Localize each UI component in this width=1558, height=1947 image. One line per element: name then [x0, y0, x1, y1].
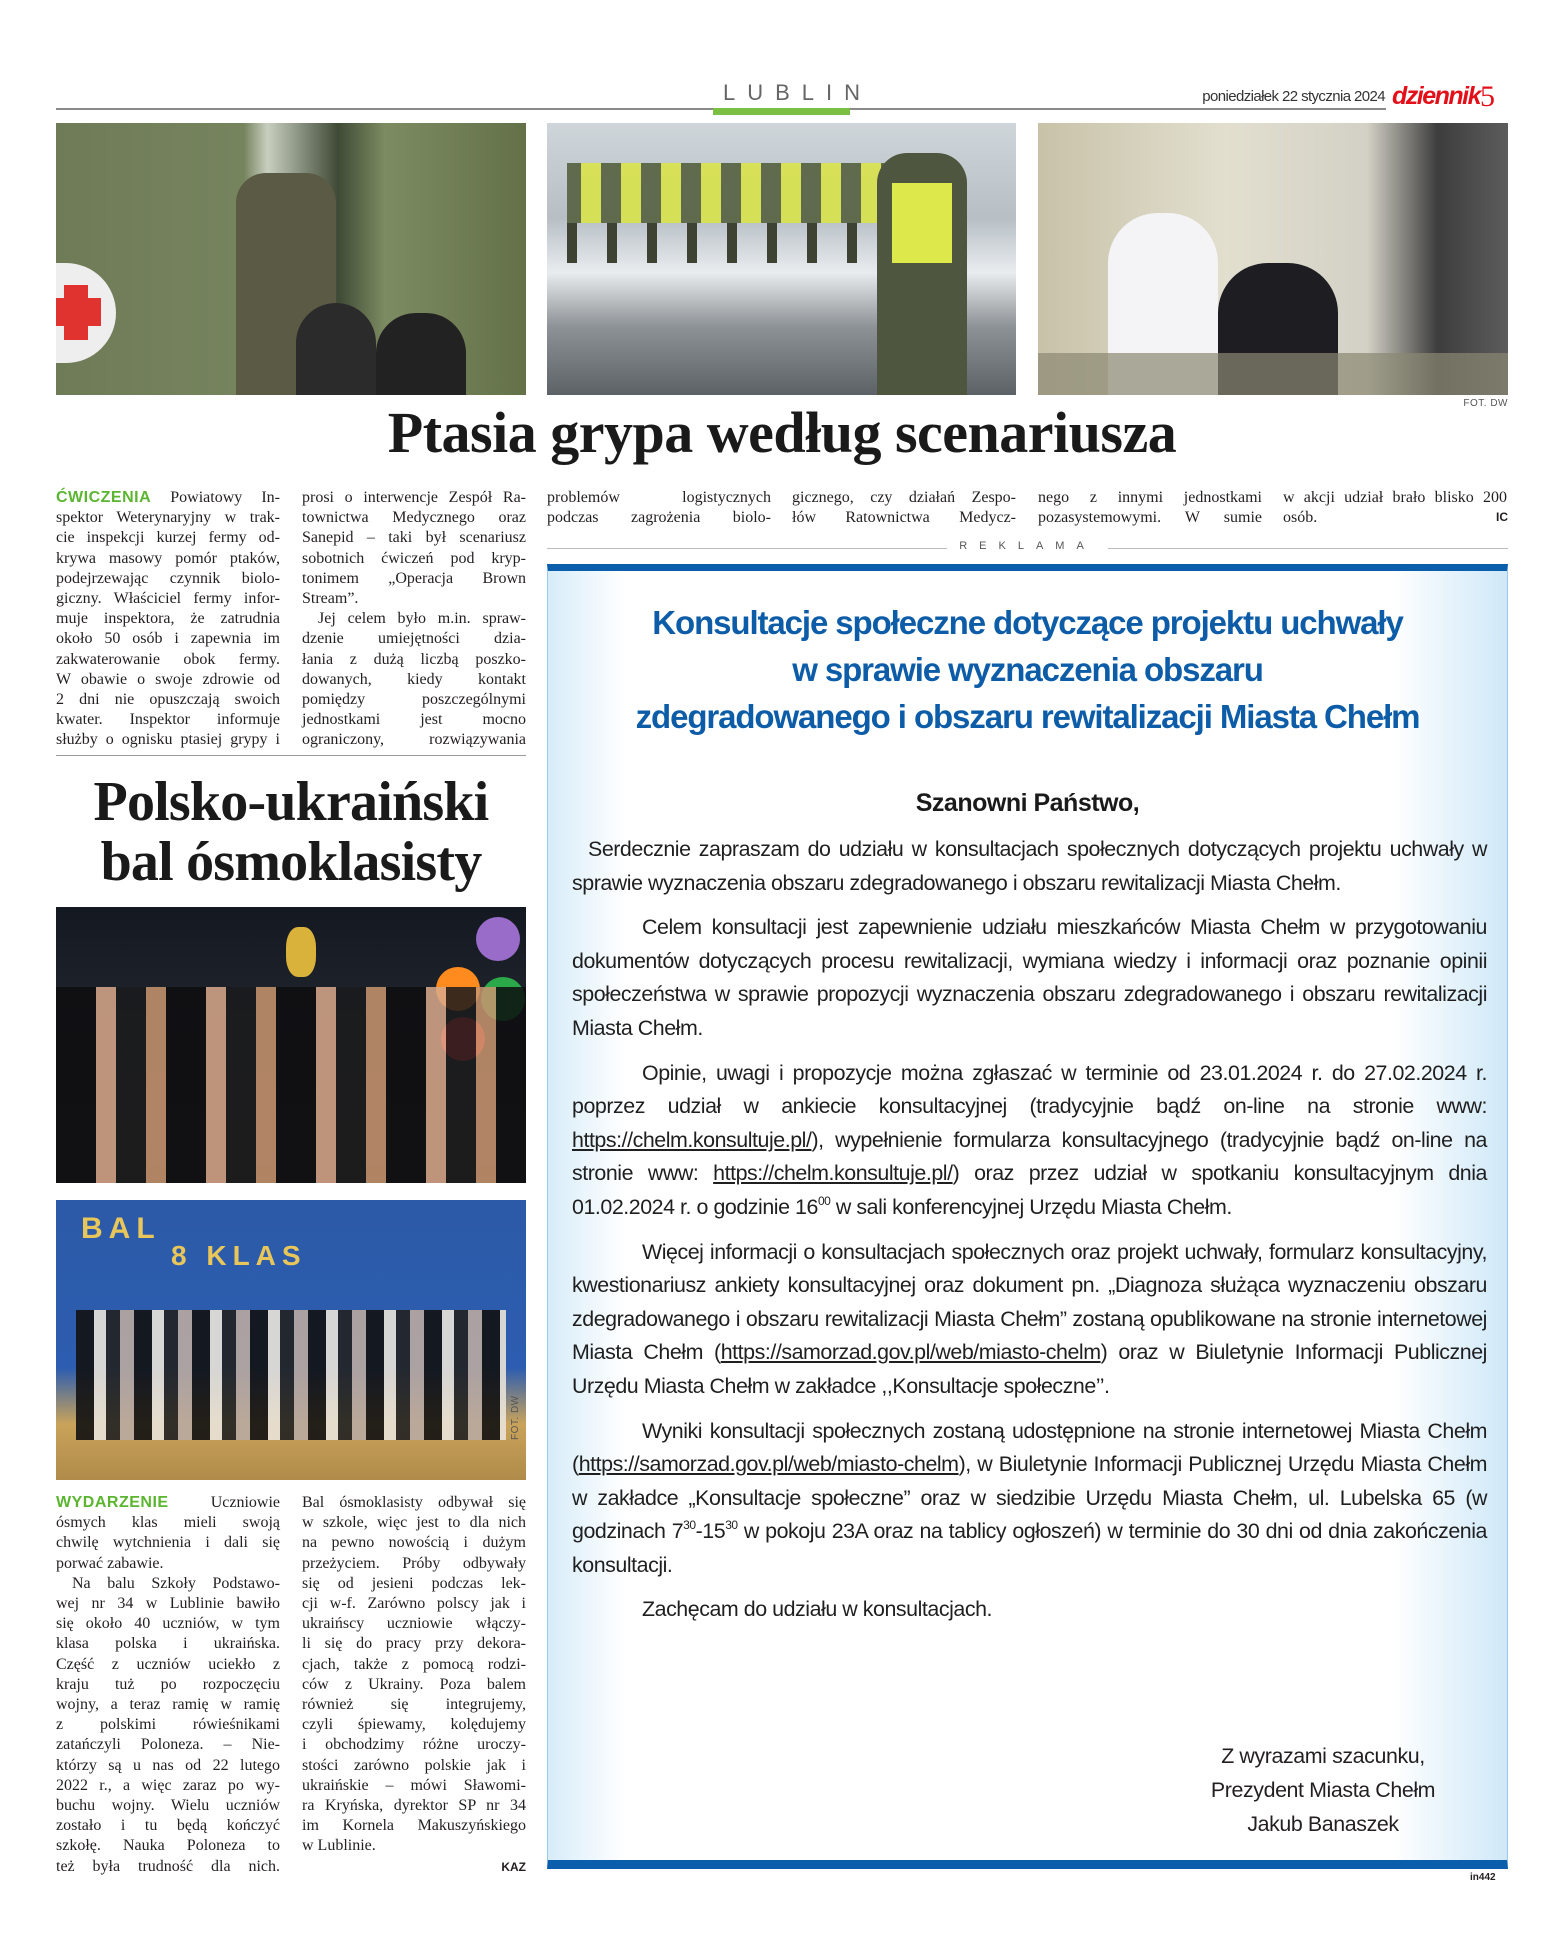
photo-casualties-corridor — [1038, 123, 1508, 395]
text-line — [56, 650, 280, 670]
text-line — [56, 670, 280, 690]
text-line-content: 2022 r., a więc zaraz po wy- — [56, 1776, 280, 1794]
ad-text: Wyniki konsultacji społecznych zostaną udostępnione na stronie internetowej Miasta Chełm ( — [572, 1418, 1487, 1477]
ad-link[interactable]: https://samorzad.gov.pl/web/miasto-chelm — [578, 1452, 959, 1477]
text-line — [302, 569, 526, 589]
text-line-content: giczny. Właściciel fermy infor- — [56, 590, 280, 608]
text-line — [302, 488, 526, 508]
text-line-content: też była trudność dla nich. — [56, 1857, 280, 1875]
photo-balloon-lettering: 8 KLAS — [171, 1240, 307, 1271]
text-line — [302, 1756, 526, 1776]
text-line-content: łów Ratownictwa Medycz- — [792, 509, 1016, 527]
newspaper-logo: dziennik — [1392, 82, 1481, 110]
time-superscript: 00 — [817, 1193, 831, 1208]
text-line-content: dowanych, kiedy kontakt — [302, 670, 526, 688]
text-line-content: cjach, także z pomocą rodzi- — [302, 1655, 526, 1673]
text-line-content: na pewno nowością i dużym — [302, 1534, 526, 1552]
text-line-content: li się do pracy przy dekora- — [302, 1635, 526, 1653]
text-line — [56, 1715, 280, 1735]
text-line-content: wojny, a teraz ramię w ramię — [56, 1696, 280, 1714]
text-line — [56, 589, 280, 609]
text-line-content: ósmych klas mieli swoją — [56, 1514, 280, 1532]
article-kicker: ĆWICZENIA — [56, 489, 152, 506]
text-line — [56, 488, 280, 508]
text-line-content: pozasystemowymi. W sumie — [1038, 509, 1262, 527]
signature-line: Z wyrazami szacunku, — [1221, 1744, 1425, 1768]
text-line-content: się około 40 uczniów, w tym — [56, 1615, 280, 1633]
advertisement-box — [547, 564, 1508, 1869]
ad-title-line: Konsultacje społeczne dotyczące projektu uchwały — [652, 604, 1403, 641]
text-line-content: stości zarówno polskie jak i — [302, 1756, 526, 1774]
text-line — [1038, 508, 1262, 528]
text-line-content: szkołę. Nauka Poloneza to — [56, 1837, 280, 1855]
text-line — [302, 508, 526, 528]
text-line — [56, 1776, 280, 1796]
text-line — [302, 1554, 526, 1574]
text-line-content: chwilę wytchnienia i dali się — [56, 1534, 280, 1552]
text-line — [56, 1735, 280, 1755]
text-line-content: podejrzewając czynnik biolo- — [56, 569, 280, 587]
photo-balloon-lettering: BAL — [81, 1212, 161, 1245]
text-line-content: jednostkami jest mocno — [302, 711, 526, 729]
text-line-content: w Lublinie. — [302, 1837, 376, 1855]
article-headline: Ptasia grypa według scenariusza — [387, 400, 1177, 465]
text-line-content: ograniczony, rozwiązywania — [302, 731, 526, 749]
text-line — [56, 1816, 280, 1836]
text-line-content: którzy są u nas od 22 lutego — [56, 1756, 280, 1774]
photo-soldiers-formation — [547, 123, 1016, 395]
text-line — [302, 730, 526, 750]
text-line-content: krywa masowy pomór ptaków, — [56, 549, 280, 567]
text-line — [302, 1513, 526, 1533]
text-line-content: pomiędzy poszczególnymi — [302, 691, 526, 709]
text-line — [56, 528, 280, 548]
text-line — [56, 730, 280, 750]
text-line-content: porwać zabawie. — [56, 1554, 164, 1572]
text-line-content: Powiatowy In- — [170, 489, 280, 506]
text-line-content: townictwa Medycznego oraz — [302, 509, 526, 527]
ad-text: ) oraz przez udział w spotkaniu konsultacyjnym dnia 01.02.2024 r. o godzinie 16 — [572, 1161, 1488, 1219]
ad-title — [548, 599, 1507, 740]
text-line — [1283, 488, 1507, 508]
page-number: 5 — [1480, 80, 1495, 113]
text-line-content: łania z dużą liczbą poszko- — [302, 650, 526, 668]
article-column-3 — [547, 488, 771, 528]
text-line-content: czyli śpiewamy, kolędujemy — [302, 1716, 526, 1734]
text-line — [302, 1695, 526, 1715]
text-line — [56, 629, 280, 649]
ad-paragraph — [572, 1415, 1487, 1583]
photo-students-ball — [56, 907, 526, 1183]
article-column-2 — [302, 488, 526, 751]
text-line — [302, 1614, 526, 1634]
article-column-1 — [56, 488, 280, 751]
text-line-content: kraju tuż po rozpoczęciu — [56, 1675, 280, 1693]
text-line-content: prosi o interwencje Zespół Ra- — [302, 489, 526, 506]
text-line-content: z polskimi rówieśnikami — [56, 1716, 280, 1734]
text-line-content: zakwaterowanie obok fermy. — [56, 650, 280, 668]
text-line-content: im Kornela Makuszyńskiego — [302, 1817, 526, 1835]
text-line-content: spektor Weterynaryjny w trak- — [56, 509, 280, 527]
text-line-content: i obchodzimy różne uroczy- — [302, 1736, 526, 1754]
photo-credit: FOT. DW — [1463, 398, 1508, 409]
article-column-2 — [302, 1493, 526, 1857]
text-line — [302, 1796, 526, 1816]
article-column-4 — [792, 488, 1016, 528]
author-signature: IC — [1496, 510, 1508, 524]
text-line-content: przeżyciem. Próby odbywały — [302, 1554, 526, 1572]
text-line-content: Sanepid – taki był scenariusz — [302, 529, 526, 547]
ad-text: Więcej informacji o konsultacjach społecznych oraz projekt uchwały, formularz konsultacyjny, kwestionariusz ankiety konsultacyjnej oraz dokument pn. „Diagnoza służąca wyznaczeniu obszaru zdegradowanego i obszaru rewitalizacji Miasta Chełm” zostaną opublikowane na stronie internetowej Miasta Chełm ( — [572, 1239, 1487, 1365]
text-line-content: zatańczyli Poloneza. – Nie- — [56, 1736, 280, 1754]
headline-line: Polsko-ukraiński — [93, 771, 489, 833]
text-line — [302, 1715, 526, 1735]
reklama-text: REKLAMA — [959, 540, 1096, 552]
text-line-content: ukraińskie – mówi Sławomi- — [302, 1776, 526, 1794]
text-line — [56, 1675, 280, 1695]
text-line-content: W obawie o swoje zdrowie od — [56, 670, 280, 688]
ad-text: w pokoju 23A oraz na tablicy ogłoszeń) w terminie do 30 dni od dnia zakończenia konsultacji. — [572, 1519, 1487, 1577]
time-superscript: 30 — [725, 1518, 738, 1533]
ad-text: Serdecznie zapraszam do udziału w konsultacjach społecznych dotyczących projektu uchwały w sprawie wyznaczenia obszaru zdegradowanego i obszaru rewitalizacji Miasta Chełm. — [572, 837, 1487, 895]
text-line-content: cji w-f. Zarówno polscy jak i — [302, 1595, 526, 1613]
text-line-content: problemów logistycznych — [547, 489, 771, 506]
text-line — [56, 1756, 280, 1776]
text-line — [302, 1655, 526, 1675]
text-line — [56, 549, 280, 569]
text-line — [302, 1735, 526, 1755]
text-line-content: w szkole, więc jest to dla nich — [302, 1514, 526, 1532]
text-line-content: w akcji udział brało blisko 200 — [1283, 489, 1507, 506]
author-signature: KAZ — [501, 1860, 526, 1874]
section-label: LUBLIN — [723, 80, 873, 105]
text-line-content: się od jesieni podczas lek- — [302, 1574, 526, 1592]
column-divider — [56, 755, 526, 756]
text-line-content: ra Kryńska, dyrektor SP nr 34 — [302, 1797, 526, 1815]
text-line-content: tonimem „Operacja Brown — [302, 569, 526, 587]
ad-link[interactable]: https://chelm.konsultuje.pl/ — [572, 1127, 812, 1152]
text-line — [547, 488, 771, 508]
text-line — [302, 1634, 526, 1654]
text-line-content: 2 dni nie opuszczają swoich — [56, 691, 280, 709]
text-line — [56, 1695, 280, 1715]
ad-text: ), wypełnienie formularza konsultacyjnego (tradycyjnie bądź on-line na stronie www: — [572, 1127, 1487, 1186]
ad-text: Zachęcam do udziału w konsultacjach. — [642, 1597, 993, 1622]
text-line — [302, 1594, 526, 1614]
text-line — [302, 589, 526, 609]
text-line-content: buchu wojny. Wielu uczniów — [56, 1797, 280, 1815]
text-line-content: zostało i tu będą kończyć — [56, 1817, 280, 1835]
ad-greeting: Szanowni Państwo, — [915, 789, 1140, 817]
text-line-content: Część z uczniów uciekło z — [56, 1655, 280, 1673]
text-line — [56, 508, 280, 528]
divider-line — [1108, 548, 1508, 549]
text-line — [56, 1574, 280, 1594]
text-line-content: gicznego, czy działań Zespo- — [792, 489, 1016, 506]
ad-link[interactable]: https://samorzad.gov.pl/web/miasto-chelm — [720, 1340, 1101, 1365]
text-line — [302, 549, 526, 569]
text-line — [302, 609, 526, 629]
signature-line: Jakub Banaszek — [1247, 1812, 1399, 1836]
text-line — [56, 1513, 280, 1533]
text-line — [56, 1655, 280, 1675]
ad-text: ), w Biuletynie Informacji Publicznej Urzędu Miasta Chełm w zakładce „Konsultacje społeczne” oraz w siedzibie Urzędu Miasta Chełm, ul. Lubelska 65 (w godzinach 7 — [572, 1452, 1487, 1544]
text-line — [56, 1554, 280, 1574]
ad-paragraph — [572, 1236, 1487, 1404]
text-line-content: kwater. Inspektor informuje — [56, 711, 280, 729]
text-line — [1038, 488, 1262, 508]
ad-title-line: zdegradowanego i obszaru rewitalizacji Miasta Chełm — [635, 698, 1420, 735]
text-line-content: wej nr 34 w Lublinie bawiło — [56, 1595, 280, 1613]
time-superscript: 30 — [683, 1518, 696, 1533]
text-line — [56, 710, 280, 730]
article-headline — [56, 772, 526, 892]
ad-paragraph — [572, 1593, 1487, 1627]
text-line — [792, 508, 1016, 528]
text-line-content: muje inspektora, że zatrudnia — [56, 610, 280, 628]
photo-credit: FOT. DW — [510, 1395, 521, 1440]
text-line-content: ców z Ukrainy. Poza balem — [302, 1675, 526, 1693]
text-line — [56, 1634, 280, 1654]
ad-signature — [1163, 1739, 1483, 1841]
ad-link[interactable]: https://chelm.konsultuje.pl/ — [713, 1161, 953, 1186]
text-line-content: osób. — [1283, 509, 1318, 527]
text-line-content: ukraińscy uczniowie włączy- — [302, 1615, 526, 1633]
signature-line: Prezydent Miasta Chełm — [1210, 1778, 1436, 1802]
ad-code: in442 — [1470, 1872, 1496, 1883]
text-line-content: Jej celem było m.in. spraw- — [318, 610, 526, 628]
text-line — [56, 1857, 280, 1877]
text-line — [56, 1594, 280, 1614]
text-line-content: służby o ognisku ptasiej grypy i — [56, 731, 280, 749]
article-column-1 — [56, 1493, 280, 1877]
text-line — [302, 650, 526, 670]
text-line — [302, 1836, 526, 1856]
ad-text: ) oraz w Biuletynie Informacji Publicznej Urzędu Miasta Chełm w zakładce ,,Konsultacje społeczne’’. — [572, 1340, 1487, 1398]
text-line-content: Bal ósmoklasisty odbywał się — [302, 1494, 526, 1511]
text-line — [792, 488, 1016, 508]
photo-military-ambulance — [56, 123, 526, 395]
text-line-content: Na balu Szkoły Podstawo- — [72, 1574, 280, 1592]
text-line — [56, 1533, 280, 1553]
article-column-5 — [1038, 488, 1262, 528]
ad-text: w sali konferencyjnej Urzędu Miasta Chełm. — [830, 1194, 1232, 1219]
text-line — [302, 1816, 526, 1836]
text-line-content: Uczniowie — [210, 1494, 280, 1511]
photo-students-group — [56, 1200, 526, 1480]
ad-paragraph — [572, 1057, 1487, 1225]
text-line — [302, 1493, 526, 1513]
text-line — [302, 528, 526, 548]
text-line — [547, 508, 771, 528]
text-line-content: dzenie umiejętności dzia- — [302, 630, 526, 648]
text-line-content: sobotnich ćwiczeń pod kryp- — [302, 549, 526, 567]
text-line — [56, 1493, 280, 1513]
text-line-content: również się integrujemy, — [302, 1696, 526, 1714]
text-line — [56, 569, 280, 589]
text-line-content: nego z innymi jednostkami — [1038, 489, 1262, 506]
text-line — [302, 670, 526, 690]
ad-text: Celem konsultacji jest zapewnienie udziału mieszkańców Miasta Chełm w przygotowaniu dokumentów dotyczących procesu rewitalizacji, wymiana wiedzy i informacji oraz poznanie opinii społeczeństwa w sprawie propozycji wyznaczenia obszaru zdegradowanego i obszaru rewitalizacji Miasta Chełm. — [572, 915, 1487, 1040]
ad-text: Opinie, uwagi i propozycje można zgłaszać w terminie od 23.01.2024 r. do 27.02.2024 r. poprzez udział w ankiecie konsultacyjnej (tradycyjnie bądź on-line na stronie www: — [572, 1060, 1487, 1119]
text-line — [302, 1574, 526, 1594]
ad-body — [572, 833, 1487, 1638]
text-line-content: około 50 osób i zapewnia im — [56, 630, 280, 648]
text-line-content: podczas zagrożenia biolo- — [547, 509, 771, 527]
text-line — [302, 1776, 526, 1796]
article-kicker: WYDARZENIE — [56, 1494, 169, 1511]
section-accent-bar — [713, 108, 850, 115]
ad-paragraph — [572, 833, 1487, 900]
text-line — [56, 1836, 280, 1856]
text-line — [302, 1533, 526, 1553]
text-line — [302, 690, 526, 710]
text-line-content: klasa polska i ukraińska. — [56, 1635, 280, 1653]
text-line-content: cie inspekcji kurzej fermy od- — [56, 529, 280, 547]
text-line — [302, 710, 526, 730]
text-line — [302, 1675, 526, 1695]
ad-title-line: w sprawie wyznaczenia obszaru — [792, 651, 1263, 688]
text-line — [56, 609, 280, 629]
headline-line: bal ósmoklasisty — [100, 831, 482, 893]
text-line — [56, 1614, 280, 1634]
text-line-content: Stream”. — [302, 590, 359, 608]
text-line — [56, 690, 280, 710]
issue-date: poniedziałek 22 stycznia 2024 — [1202, 88, 1385, 105]
text-line — [302, 629, 526, 649]
ad-paragraph — [572, 911, 1487, 1045]
advertisement-label — [547, 540, 1508, 556]
ad-text: -15 — [695, 1519, 726, 1544]
text-line — [56, 1796, 280, 1816]
